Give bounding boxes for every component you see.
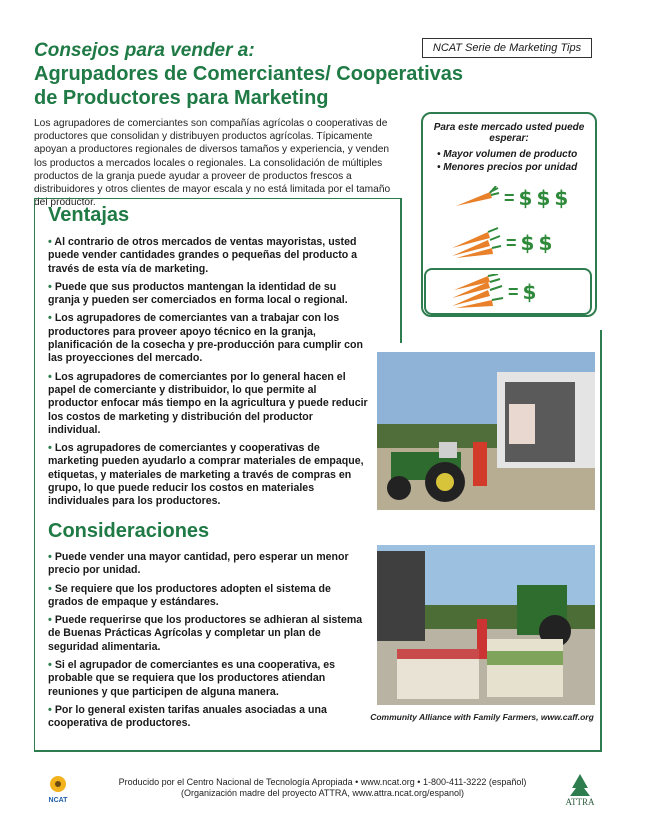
list-item: • Al contrario de otros mercados de ventas mayoristas, usted puede vender cantidades grandes o pequeñas del producto a través de esta vía de marketing. — [48, 236, 358, 275]
footer-line-2: (Organización madre del proyecto ATTRA, www.attra.ncat.org/espanol) — [181, 788, 464, 798]
footer-line-1: Producido por el Centro Nacional de Tecnología Apropiada • www.ncat.org • 1-800-411-3222 (español) — [118, 777, 527, 787]
list-item: • Por lo general existen tarifas anuales asociadas a una cooperativa de productores. — [48, 703, 327, 730]
equals-sign: = — [504, 187, 515, 208]
dollar-icon: $ — [554, 186, 569, 210]
price-row-2 — [448, 226, 552, 260]
ncat-logo-text: NCAT — [48, 797, 68, 804]
dollar-icon: $ — [518, 186, 533, 210]
sidebar-item: • Mayor volumen de producto — [437, 149, 578, 160]
carrots-icon — [448, 226, 502, 260]
dollar-icon: $ — [520, 231, 535, 255]
title-subheading: Consejos para vender a: — [34, 40, 255, 61]
equals-sign: = — [508, 281, 519, 302]
tractor-truck-photo — [377, 352, 595, 510]
list-item: • Si el agrupador de comerciantes es una cooperativa, es probable que se requiera que los productores atiendan reuniones y que participen de alguna manera. — [48, 659, 336, 698]
carrots-icon — [448, 274, 504, 310]
list-item: • Los agrupadores de comerciantes van a trabajar con los productores para proveer apoyo técnico en la granja, planificación de la cosecha y pre-producción para cumplir con las proyecciones del mercado. — [48, 312, 363, 365]
equals-sign: = — [506, 232, 517, 253]
sidebar-list — [437, 148, 577, 174]
series-badge: NCAT Serie de Marketing Tips — [422, 38, 592, 58]
page-title: Agrupadores de Comerciantes/ Cooperativas de Productores para Marketing — [34, 63, 464, 109]
frame-right-rule — [600, 330, 602, 751]
dollar-icon: $ — [522, 280, 537, 304]
list-item: • Se requiere que los productores adopten el sistema de grados de empaque y estándares. — [48, 582, 331, 608]
intro-paragraph: Los agrupadores de comerciantes son compañías agrícolas o cooperativas de productores que consolidan y distribuyen productos agrícolas. Típicamente apoyan a productores regionales de diversos tamaños y experiencia, y venden los productos a mercados locales o regionales. La consolidación de múltiples productos de la granja puede ayudar a proveer de productos frescos a distribuidores y otros clientes de mayor escala y no está limitada por el tamaño del productor. — [34, 118, 391, 209]
list-item: • Puede vender una mayor cantidad, pero esperar un menor precio por unidad. — [48, 551, 349, 577]
list-item: • Los agrupadores de comerciantes por lo general hacen el papel de comerciante y distribuidor, lo que permite al productor enfocar más tiempo en la agricultura y puede reducir los costos de marketing y distribución del productor individual. — [48, 370, 368, 436]
footer — [0, 777, 645, 799]
list-item: • Puede requerirse que los productores se adhieran al sistema de Buenas Prácticas Agrícolas y completar un plan de seguridad alimentaria. — [48, 614, 363, 653]
attra-logo — [562, 772, 598, 806]
consideraciones-heading: Consideraciones — [48, 520, 210, 542]
list-item: • Los agrupadores de comerciantes y cooperativas de marketing pueden ayudarlo a comprar materiales de empaque, etiquetas, y materiales de marketing a través de compras en grupo, lo que puede reducir los costos en materiales individuales para los productores. — [48, 442, 364, 508]
frame-bottom-rule — [34, 750, 602, 752]
frame-divider — [400, 198, 402, 343]
sidebar-heading: Para este mercado usted puede esperar: — [433, 122, 585, 144]
photo-caption: Community Alliance with Family Farmers, www.caff.org — [370, 712, 594, 722]
dollar-icon: $ — [538, 231, 553, 255]
ventajas-list — [48, 236, 368, 514]
produce-pallets-photo — [377, 545, 595, 705]
attra-logo-text: ATTRA — [565, 797, 595, 806]
price-row-3 — [448, 274, 536, 310]
dollar-icon: $ — [536, 186, 551, 210]
price-row-1 — [452, 186, 568, 210]
ventajas-heading: Ventajas — [48, 204, 130, 226]
sidebar-item: • Menores precios por unidad — [437, 162, 578, 173]
list-item: • Puede que sus productos mantengan la identidad de su granja y pueden ser comerciados en forma local o regional. — [48, 280, 348, 307]
consideraciones-list — [48, 551, 368, 736]
carrot-icon — [452, 186, 500, 210]
